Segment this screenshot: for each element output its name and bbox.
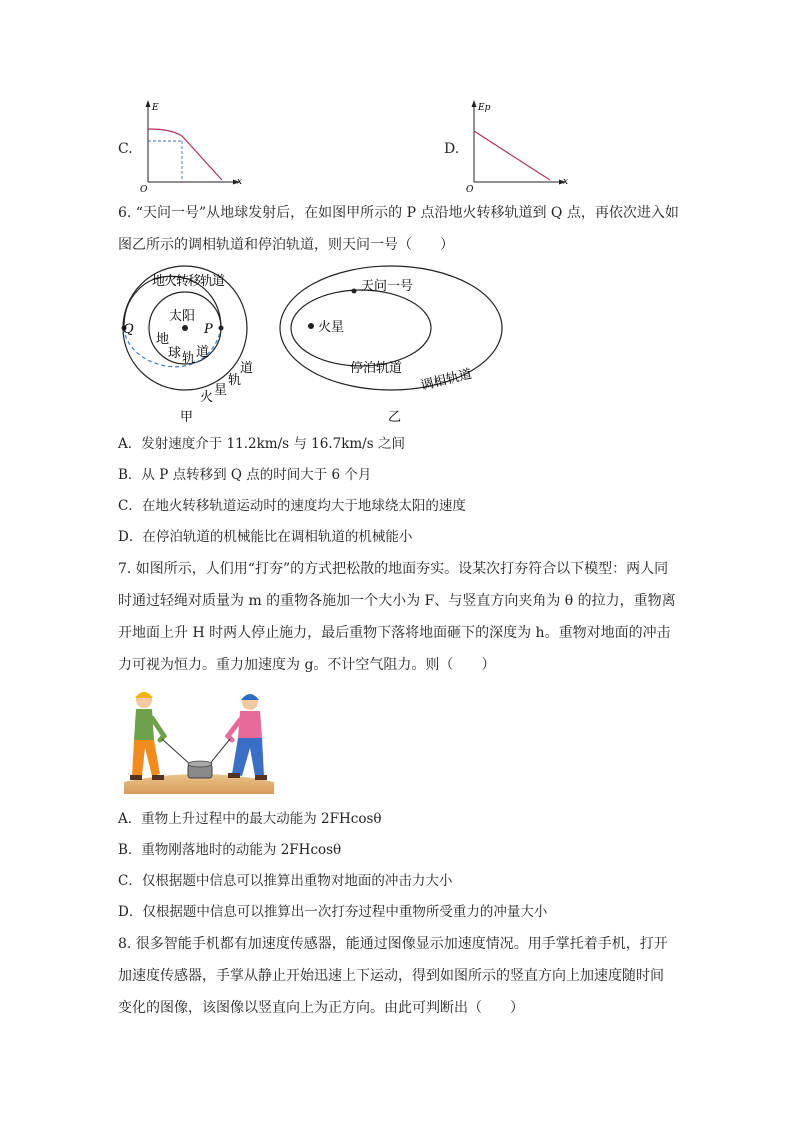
q6-option-a[interactable]: A．发射速度介于 11.2km/s 与 16.7km/s 之间: [118, 436, 405, 452]
q6-figure-yi: [276, 264, 506, 430]
q8-line-1: 8. 很多智能手机都有加速度传感器，能通过图像显示加速度情况。用手掌托着手机，打开: [118, 936, 668, 952]
left-worker-pants: [132, 740, 160, 776]
q6-line-1: 6. “天问一号”从地球发射后，在如图甲所示的 P 点沿地火转移轨道到 Q 点，再依次进入如: [118, 205, 679, 221]
graph-d: [462, 98, 574, 196]
q6-figure-jia: [112, 264, 272, 430]
left-worker-arm: [152, 718, 164, 740]
graph-c-origin: O: [140, 185, 148, 195]
mars-orbit-label-b: 轨: [228, 373, 242, 388]
q7-option-d[interactable]: D．仅根据题中信息可以推算出一次打夯过程中重物所受重力的冲量大小: [118, 904, 548, 920]
option-c-label: C.: [118, 141, 133, 157]
q6-option-d[interactable]: D．在停泊轨道的机械能比在调相轨道的机械能小: [118, 529, 413, 545]
graph-d-xlabel: x: [563, 177, 569, 187]
q7-line-1: 7. 如图所示，人们用“打夯”的方式把松散的地面夯实。设某次打夯符合以下模型：两人同: [118, 561, 669, 577]
q6-option-c[interactable]: C．在地火转移轨道运动时的速度均大于地球绕太阳的速度: [118, 498, 466, 514]
mars-orbit-label-a: 道: [240, 361, 254, 376]
point-q-label: Q: [123, 322, 134, 337]
left-worker-shirt: [134, 709, 154, 740]
q7-option-c[interactable]: C．仅根据题中信息可以推算出重物对地面的冲击力大小: [118, 873, 453, 889]
parking-orbit-label: 停泊轨道: [350, 361, 403, 376]
figure-jia-caption: 甲: [180, 410, 194, 425]
right-worker-pants: [232, 738, 264, 776]
right-rope: [208, 739, 230, 766]
q7-option-b[interactable]: B．重物刚落地时的动能为 2FHcosθ: [118, 842, 342, 858]
left-worker-helmet: [135, 692, 153, 698]
figure-yi-caption: 乙: [388, 410, 402, 425]
transfer-orbit-label: 地火转移轨道: [152, 274, 225, 289]
option-d-label: D.: [444, 141, 460, 157]
q8-line-3: 变化的图像，该图像以竖直向上为正方向。由此可判断出（ ）: [118, 1000, 524, 1016]
graph-c-xlabel: x: [237, 177, 243, 187]
right-worker-shirt: [238, 711, 262, 738]
earth-orbit-label-a: 地: [156, 332, 170, 347]
earth-orbit-label-c: 轨: [182, 351, 196, 366]
point-p-dot: [219, 326, 224, 331]
q6-line-2: 图乙所示的调相轨道和停泊轨道，则天问一号（ ）: [118, 237, 454, 253]
point-p-label: P: [204, 322, 213, 337]
earth-orbit-label-d: 道: [196, 345, 210, 360]
left-rope: [162, 739, 192, 766]
graph-d-line: [474, 131, 550, 180]
q7-line-2: 时通过轻绳对质量为 m 的重物各施加一个大小为 F、与竖直方向夹角为 θ 的拉力，重物离: [118, 593, 676, 609]
probe-dot: [352, 289, 357, 294]
graph-d-ylabel: Ep: [478, 103, 491, 113]
q6-option-b[interactable]: B．从 P 点转移到 Q 点的时间大于 6 个月: [118, 467, 372, 483]
right-worker-cap: [241, 694, 259, 700]
sun-dot: [182, 325, 188, 331]
probe-label: 天问一号: [361, 279, 414, 294]
phasing-orbit-label: 调相轨道: [419, 366, 474, 394]
q7-line-3: 开地面上升 H 时两人停止施力，最后重物下落将地面砸下的深度为 h。重物对地面的冲击: [118, 625, 671, 641]
mars-orbit-label-d: 火: [200, 390, 214, 405]
q7-line-4: 力可视为恒力。重力加速度为 g。不计空气阻力。则（ ）: [118, 657, 496, 673]
graph-d-origin: O: [466, 185, 474, 195]
graph-c-ylabel: E: [152, 103, 159, 113]
q7-option-a[interactable]: A．重物上升过程中的最大动能为 2FHcosθ: [118, 811, 382, 827]
graph-c: [136, 98, 248, 196]
earth-orbit-label-b: 球: [168, 346, 182, 361]
q8-line-2: 加速度传感器，手掌从静止开始迅速上下运动，得到如图所示的竖直方向上加速度随时间: [118, 968, 664, 984]
sun-label: 太阳: [169, 309, 196, 324]
mars-dot: [308, 323, 314, 329]
graph-c-curve: [148, 129, 222, 180]
tamping-illustration: [118, 682, 278, 798]
mars-orbit-label-c: 星: [214, 383, 228, 398]
mars-label: 火星: [318, 320, 345, 335]
